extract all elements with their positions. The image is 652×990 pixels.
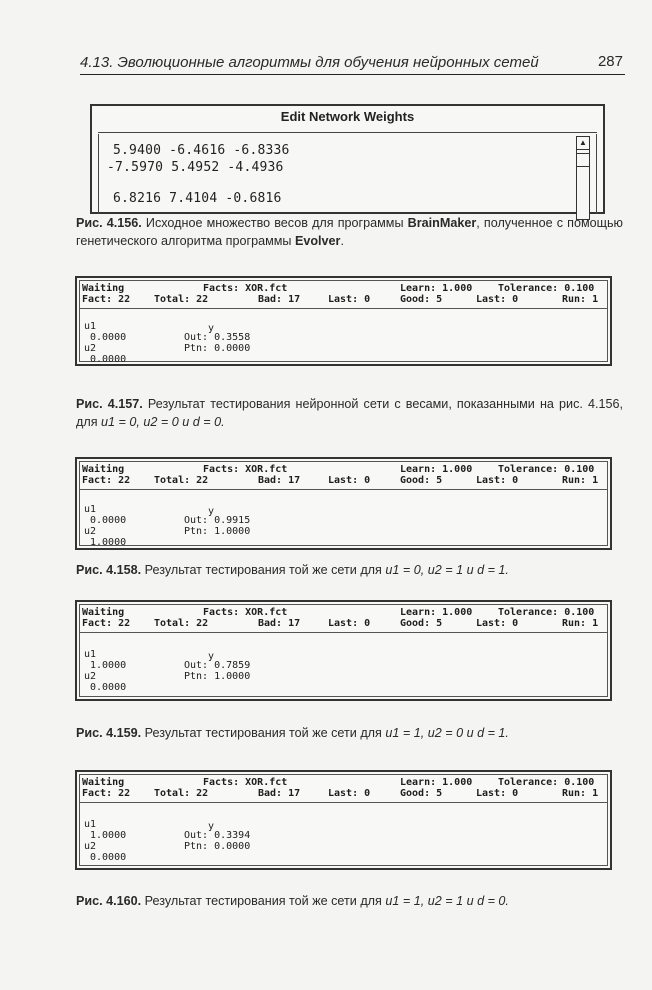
input-value-u2: 0.0000	[90, 682, 127, 693]
output-label-y: y	[208, 323, 215, 334]
last-good: Last: 0	[476, 294, 519, 305]
caption-text: Результат тестирования нейронной сети с весами, показанными на рис. 4.156, для	[76, 397, 623, 429]
input-label-u1: u1	[84, 649, 97, 660]
last-bad: Last: 0	[328, 788, 371, 799]
title-divider	[98, 132, 597, 133]
test-result-panel	[75, 600, 612, 701]
good-count: Good: 5	[400, 618, 443, 629]
bad-count: Bad: 17	[258, 788, 301, 799]
panel-frame	[79, 461, 608, 546]
output-value: Out: 0.9915	[184, 515, 251, 526]
facts-file: Facts: XOR.fct	[203, 607, 288, 618]
facts-file: Facts: XOR.fct	[203, 464, 288, 475]
input-value-u2: 0.0000	[90, 852, 127, 863]
tolerance: Tolerance: 0.100	[498, 283, 595, 294]
input-label-u2: u2	[84, 526, 97, 537]
facts-file: Facts: XOR.fct	[203, 283, 288, 294]
scroll-thumb[interactable]	[577, 153, 589, 167]
last-bad: Last: 0	[328, 618, 371, 629]
test-result-panel	[75, 770, 612, 870]
run-count: Run: 1	[562, 618, 599, 629]
panel-divider	[80, 802, 607, 803]
caption-formula: u1 = 0, u2 = 1 и d = 1.	[385, 563, 509, 577]
caption-formula: u1 = 1, u2 = 1 и d = 0.	[385, 894, 509, 908]
window-title: Edit Network Weights	[280, 109, 415, 124]
output-label-y: y	[208, 506, 215, 517]
output-value: Out: 0.7859	[184, 660, 251, 671]
pattern-value: Ptn: 1.0000	[184, 526, 251, 537]
bad-count: Bad: 17	[258, 294, 301, 305]
edit-network-weights-window	[90, 104, 605, 214]
input-label-u2: u2	[84, 671, 97, 682]
caption-formula: u1 = 0, u2 = 0 и d = 0.	[101, 415, 225, 429]
caption-fig-4-156	[76, 214, 623, 250]
total-count: Total: 22	[154, 618, 209, 629]
tolerance: Tolerance: 0.100	[498, 607, 595, 618]
running-title: 4.13. Эволюционные алгоритмы для обучения нейронных сетей	[80, 54, 539, 71]
caption-fig-4-159	[76, 724, 623, 742]
panel-frame	[79, 280, 608, 365]
caption-fig-4-158	[76, 561, 623, 579]
total-count: Total: 22	[154, 475, 209, 486]
output-value: Out: 0.3394	[184, 830, 251, 841]
last-good: Last: 0	[476, 788, 519, 799]
pattern-value: Ptn: 1.0000	[184, 671, 251, 682]
fact-number: Fact: 22	[82, 294, 131, 305]
last-good: Last: 0	[476, 475, 519, 486]
figure-label: Рис. 4.156.	[76, 216, 142, 230]
weights-list	[98, 134, 597, 214]
weight-row: -7.5970 5.4952 -4.4936	[107, 160, 284, 175]
vertical-scrollbar[interactable]	[576, 136, 590, 220]
input-label-u2: u2	[84, 343, 97, 354]
figure-label: Рис. 4.159.	[76, 726, 142, 740]
input-value-u1: 0.0000	[90, 515, 127, 526]
last-bad: Last: 0	[328, 475, 371, 486]
learn-rate: Learn: 1.000	[400, 464, 473, 475]
panel-frame	[79, 774, 608, 866]
fact-number: Fact: 22	[82, 788, 131, 799]
panel-divider	[80, 632, 607, 633]
test-result-panel	[75, 276, 612, 366]
input-value-u1: 1.0000	[90, 660, 127, 671]
scroll-up-arrow-icon[interactable]: ▲	[577, 137, 589, 150]
pattern-value: Ptn: 0.0000	[184, 343, 251, 354]
caption-text: Исходное множество весов для программы	[141, 216, 408, 230]
input-value-u1: 1.0000	[90, 830, 127, 841]
running-head	[80, 52, 625, 75]
program-name: Evolver	[294, 234, 341, 248]
caption-text: Результат тестирования той же сети для	[141, 563, 386, 577]
input-value-u2: 1.0000	[90, 537, 127, 548]
facts-file: Facts: XOR.fct	[203, 777, 288, 788]
input-value-u2: 0.0000	[90, 354, 127, 365]
run-count: Run: 1	[562, 475, 599, 486]
fact-number: Fact: 22	[82, 475, 131, 486]
total-count: Total: 22	[154, 294, 209, 305]
bad-count: Bad: 17	[258, 618, 301, 629]
panel-divider	[80, 308, 607, 309]
output-value: Out: 0.3558	[184, 332, 251, 343]
weight-row: 5.9400 -6.4616 -6.8336	[113, 143, 290, 158]
output-label-y: y	[208, 821, 215, 832]
figure-label: Рис. 4.157.	[76, 397, 143, 411]
weight-row: 6.8216 7.4104 -0.6816	[113, 191, 282, 206]
good-count: Good: 5	[400, 475, 443, 486]
learn-rate: Learn: 1.000	[400, 283, 473, 294]
caption-text: Результат тестирования той же сети для	[141, 726, 386, 740]
page-number: 287	[597, 53, 623, 70]
caption-fig-4-157	[76, 395, 623, 431]
run-count: Run: 1	[562, 788, 599, 799]
learn-rate: Learn: 1.000	[400, 777, 473, 788]
fact-number: Fact: 22	[82, 618, 131, 629]
tolerance: Tolerance: 0.100	[498, 464, 595, 475]
good-count: Good: 5	[400, 294, 443, 305]
last-bad: Last: 0	[328, 294, 371, 305]
pattern-value: Ptn: 0.0000	[184, 841, 251, 852]
input-label-u1: u1	[84, 504, 97, 515]
learn-rate: Learn: 1.000	[400, 607, 473, 618]
input-label-u2: u2	[84, 841, 97, 852]
caption-text: , полученное с помощью генетического алгоритма программы	[76, 216, 623, 248]
status-text: Waiting	[82, 607, 125, 618]
caption-fig-4-160	[76, 892, 623, 910]
status-text: Waiting	[82, 283, 125, 294]
status-text: Waiting	[82, 464, 125, 475]
input-label-u1: u1	[84, 819, 97, 830]
figure-label: Рис. 4.160.	[76, 894, 142, 908]
caption-text: .	[340, 234, 344, 248]
output-label-y: y	[208, 651, 215, 662]
total-count: Total: 22	[154, 788, 209, 799]
panel-frame	[79, 604, 608, 697]
run-count: Run: 1	[562, 294, 599, 305]
status-text: Waiting	[82, 777, 125, 788]
program-name: BrainMaker	[407, 216, 477, 230]
caption-formula: u1 = 1, u2 = 0 и d = 1.	[385, 726, 509, 740]
panel-divider	[80, 489, 607, 490]
bad-count: Bad: 17	[258, 475, 301, 486]
figure-label: Рис. 4.158.	[76, 563, 142, 577]
good-count: Good: 5	[400, 788, 443, 799]
caption-text: Результат тестирования той же сети для	[141, 894, 386, 908]
tolerance: Tolerance: 0.100	[498, 777, 595, 788]
input-label-u1: u1	[84, 321, 97, 332]
test-result-panel	[75, 457, 612, 550]
last-good: Last: 0	[476, 618, 519, 629]
input-value-u1: 0.0000	[90, 332, 127, 343]
